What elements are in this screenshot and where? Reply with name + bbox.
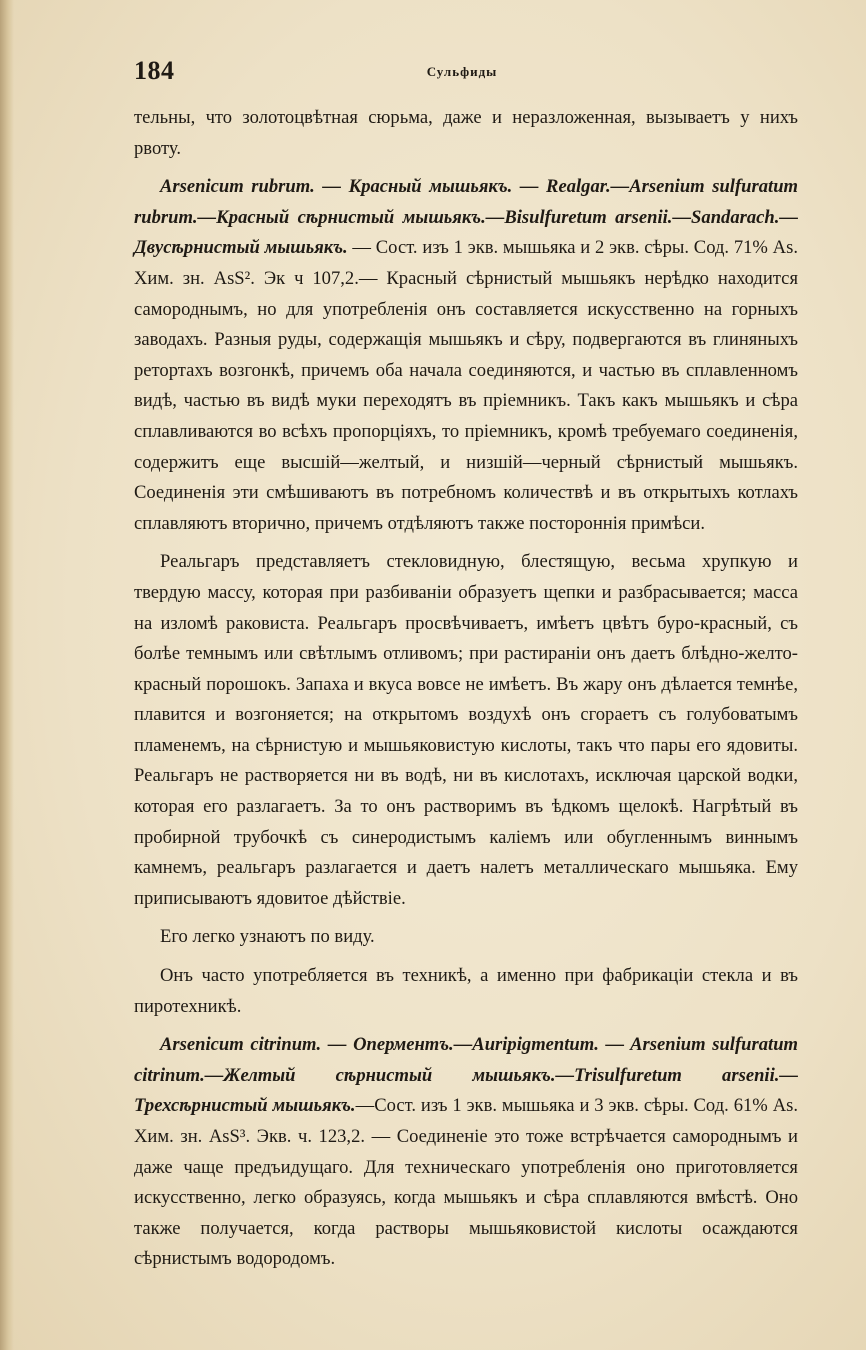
orpiment-names: Arsenicum citrinum. — Опермeнтъ.—Auripigmentum. — Arsenium sulfuratum citrinum.—Желтый сѣрнистый мышьякъ.—Trisulfuretum arsenii.—Трехсѣрнистый мышьякъ. (134, 1034, 798, 1117)
paragraph-text: —Сост. изъ 1 экв. мышьяка и 3 экв. сѣры. Сод. 61% As. Хим. зн. AsS³. Экв. ч. 123,2. — Соединеніе это тоже встрѣчается самороднымъ и даже чаще предъидущаго. Для техническаго употребленія оно приготовляется искусственно, легко образуясь, когда мышьякъ и сѣра сплавляются вмѣстѣ. Оно также получается, когда растворы мышьяковистой кислоты осаждаются сѣрнистымъ водородомъ. (134, 1095, 799, 1270)
realgar-names: Arsenicum rubrum. — Красный мышьякъ. — Realgar.—Arsenium sulfuratum rubrum.—Красный сѣрнистый мышьякъ.—Bisulfuretum arsenii.—Sandarach.—Двусѣрнистый мышьякъ. (134, 176, 798, 259)
paragraph-text: Онъ часто употребляется въ техникѣ, а именно при фабрикаціи стекла и въ пиротехникѣ. (134, 965, 798, 1017)
paragraph (134, 922, 798, 953)
paragraph-realgar (134, 172, 798, 539)
paragraph-text: Реальгаръ представляетъ стекловидную, блестящую, весьма хрупкую и твердую массу, которая при разбиваніи образуетъ щепки и разбрасывается; масса на изломѣ раковиста. Реальгаръ просвѣчиваетъ, имѣетъ цвѣтъ буро-красный, съ болѣе темнымъ или свѣтлымъ отливомъ; при растираніи онъ даетъ блѣдно-желто-красный порошокъ. Запаха и вкуса вовсе не имѣетъ. Въ жару онъ дѣлается темнѣе, плавится и возгоняется; на открытомъ воздухѣ онъ сгораетъ съ голубоватымъ пламенемъ, на сѣрнистую и мышьяковистую кислоты, такъ что пары его ядовиты. Реальгаръ не растворяется ни въ водѣ, ни въ кислотахъ, исключая царской водки, которая его разлагаетъ. За то онъ растворимъ въ ѣдкомъ щелокѣ. Нагрѣтый въ пробирной трубочкѣ съ синеродистымъ каліемъ или обугленнымъ виннымъ камнемъ, реальгаръ разлагается и даетъ налетъ металлическаго мышьяка. Ему приписываютъ ядовитое дѣйствіе. (134, 551, 798, 909)
paragraph (134, 103, 798, 164)
body-text (134, 103, 798, 1283)
paragraph (134, 961, 798, 1022)
page-number: 184 (134, 56, 175, 85)
page-edge-shadow (0, 0, 14, 1350)
page-header (128, 56, 796, 90)
paragraph-text: тельны, что золотоцвѣтная сюрьма, даже и неразложенная, вызываетъ у нихъ рвоту. (134, 107, 798, 159)
running-head: Сульфиды (426, 64, 498, 79)
paragraph-text: Его легко узнаютъ по виду. (160, 926, 375, 948)
paragraph (134, 547, 798, 914)
paragraph-orpiment (134, 1030, 798, 1275)
paragraph-text: — Сост. изъ 1 экв. мышьяка и 2 экв. сѣры. Сод. 71% As. Хим. зн. AsS². Эк ч 107,2.— Красный сѣрнистый мышьякъ нерѣдко находится самороднымъ, но для употребленія онъ составляется искусственно на горныхъ заводахъ. Разныя руды, содержащія мышьякъ и сѣру, подвергаются въ глиняныхъ ретортахъ возгонкѣ, причемъ оба начала соединяются, и частью въ сплавленномъ видѣ, частью въ видѣ муки переходятъ въ пріемникъ. Такъ какъ мышьякъ и сѣра сплавливаются во всѣхъ пропорціяхъ, то пріемникъ, кромѣ требуемаго соединенія, содержитъ еще высшій—желтый, и низшій—черный сѣрнистый мышьякъ. Соединенія эти смѣшиваютъ въ потребномъ количествѣ и въ открытыхъ котлахъ сплавляютъ вторично, причемъ отдѣляютъ также постороннія примѣси. (134, 237, 798, 534)
